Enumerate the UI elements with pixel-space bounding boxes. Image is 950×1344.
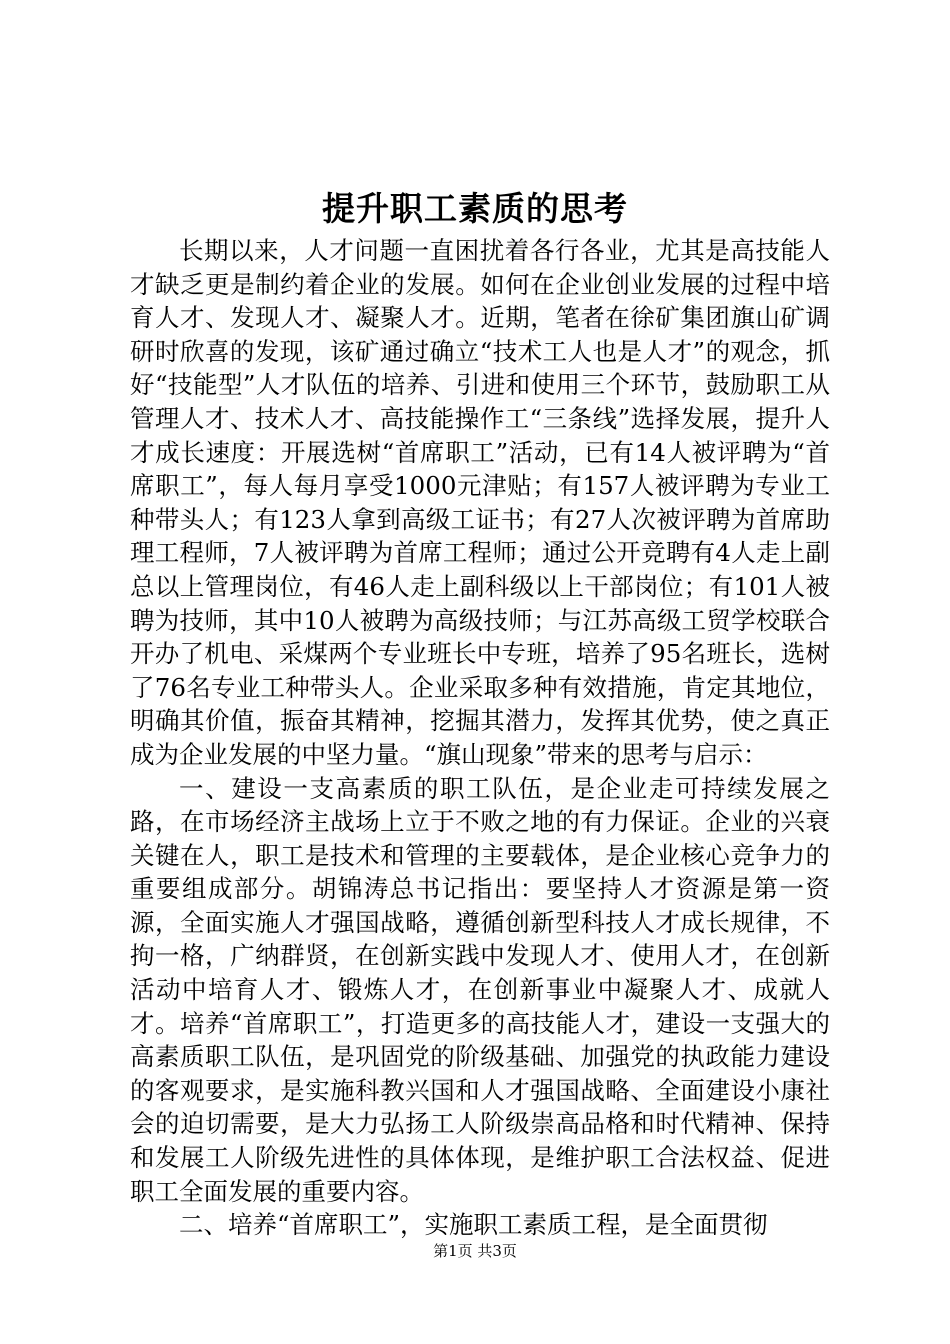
document-body [130,234,830,1242]
paragraph-point-one: 一、建设一支高素质的职工队伍，是企业走可持续发展之路，在市场经济主战场上立于不败之地的有力保证。企业的兴衰关键在人，职工是技术和管理的主要载体，是企业核心竞争力的重要组成部分。胡锦涛总书记指出：要坚持人才资源是第一资源，全面实施人才强国战略，遵循创新型科技人才成长规律，不拘一格，广纳群贤，在创新实践中发现人才、使用人才，在创新活动中培育人才、锻炼人才，在创新事业中凝聚人才、成就人才。培养“首席职工”，打造更多的高技能人才，建设一支强大的高素质职工队伍，是巩固党的阶级基础、加强党的执政能力建设的客观要求，是实施科教兴国和人才强国战略、全面建设小康社会的迫切需要，是大力弘扬工人阶级崇高品格和时代精神、保持和发展工人阶级先进性的具体体现，是维护职工合法权益、促进职工全面发展的重要内容。 [130,773,830,1206]
page-footer: 第1页 共3页 [433,1242,517,1260]
paragraph-intro: 长期以来，人才问题一直困扰着各行各业，尤其是高技能人才缺乏更是制约着企业的发展。如何在企业创业发展的过程中培育人才、发现人才、凝聚人才。近期，笔者在徐矿集团旗山矿调研时欣喜的发现，该矿通过确立“技术工人也是人才”的观念，抓好“技能型”人才队伍的培养、引进和使用三个环节，鼓励职工从管理人才、技术人才、高技能操作工“三条线”选择发展，提升人才成长速度：开展选树“首席职工”活动，已有14人被评聘为“首席职工”，每人每月享受1000元津贴；有157人被评聘为专业工种带头人；有123人拿到高级工证书；有27人次被评聘为首席助理工程师，7人被评聘为首席工程师；通过公开竞聘有4人走上副总以上管理岗位，有46人走上副科级以上干部岗位；有101人被聘为技师，其中10人被聘为高级技师；与江苏高级工贸学校联合开办了机电、采煤两个专业班长中专班，培养了95名班长，选树了76名专业工种带头人。企业采取多种有效措施，肯定其地位，明确其价值，振奋其精神，挖掘其潜力，发挥其优势，使之真正成为企业发展的中坚力量。“旗山现象”带来的思考与启示： [130,236,830,769]
document-title: 提升职工素质的思考 [322,189,628,228]
paragraph-point-two: 二、培养“首席职工”，实施职工素质工程，是全面贯彻 [179,1210,768,1240]
